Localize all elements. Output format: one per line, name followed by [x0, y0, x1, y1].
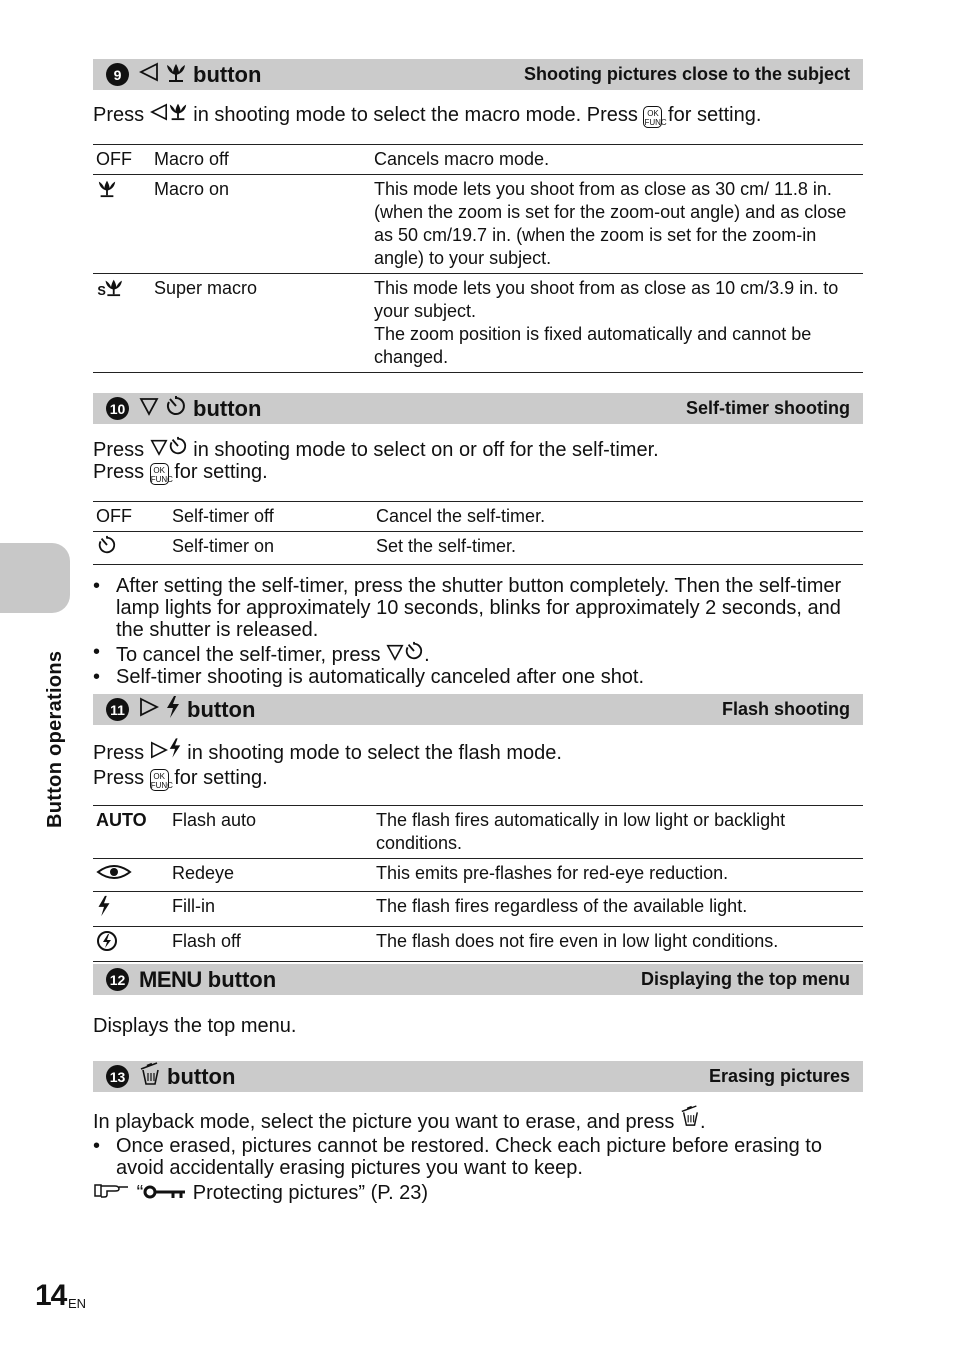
- protect-key-icon: [143, 1185, 187, 1199]
- mode-desc: The flash does not fire even in low light conditions.: [376, 931, 779, 951]
- right-arrow-icon: [139, 697, 159, 723]
- mode-name: Macro on: [154, 179, 230, 199]
- page-number: 14: [35, 1279, 67, 1312]
- section-intro: [93, 101, 863, 128]
- mode-desc: Cancels macro mode.: [374, 149, 550, 169]
- self-timer-icon: [404, 641, 424, 661]
- ok-func-icon: OK FUNC: [643, 106, 662, 128]
- macro-icon: [168, 101, 188, 121]
- section-intro: In playback mode, select the picture you want to erase, and press .: [93, 1104, 863, 1133]
- page-language: EN: [68, 1296, 87, 1311]
- table-row: [93, 145, 863, 175]
- mode-key: OFF: [96, 149, 132, 169]
- section-number: 10: [106, 397, 129, 420]
- mode-name: Super macro: [154, 278, 258, 298]
- list-item: • After setting the self-timer, press the shutter button completely. Then the self-timer lamp lights for approximately 10 seconds, blinks for approximately 2 seconds, and the shutter is released.: [93, 575, 863, 641]
- mode-desc: The flash fires regardless of the available light.: [376, 896, 748, 916]
- mode-key: AUTO: [96, 810, 147, 830]
- section-subtitle: Erasing pictures: [708, 1066, 850, 1086]
- section-intro: Press in shooting mode to select on or off for the self-timer. Press OK FUNC for setting.: [93, 436, 863, 485]
- flash-table: [93, 805, 863, 962]
- table-row: [93, 806, 863, 859]
- down-arrow-icon: [150, 438, 168, 456]
- table-row: [93, 859, 863, 892]
- section-subtitle: Displaying the top menu: [640, 969, 850, 989]
- intro-text: in shooting mode to select the macro mode. Press: [193, 104, 638, 126]
- down-arrow-icon: [139, 396, 159, 422]
- mode-desc: This mode lets you shoot from as close as 10 cm/3.9 in. to your subject. The zoom position is fixed automatically and cannot be changed.: [374, 278, 839, 367]
- mode-name: Fill-in: [172, 896, 215, 916]
- mode-desc: The flash fires automatically in low light or backlight conditions.: [376, 810, 786, 853]
- section-number: 9: [106, 63, 129, 86]
- section-header: [93, 964, 863, 995]
- section-subtitle: Flash shooting: [722, 699, 850, 719]
- section-number: 11: [106, 698, 129, 721]
- pointing-hand-icon: [93, 1181, 131, 1199]
- section-title: button: [207, 966, 277, 992]
- list-item: • To cancel the self-timer, press .: [93, 641, 863, 666]
- section-title: button: [193, 395, 262, 421]
- section-title: button: [193, 61, 262, 87]
- flash-off-icon: [93, 927, 169, 962]
- left-arrow-icon: [139, 62, 159, 88]
- intro-text: for setting.: [668, 104, 762, 126]
- table-row: [93, 274, 863, 373]
- menu-label: MENU: [139, 966, 202, 992]
- table-row: [93, 175, 863, 274]
- self-timer-icon: [93, 532, 169, 565]
- mode-name: Self-timer on: [172, 536, 275, 556]
- section-subtitle: Shooting pictures close to the subject: [523, 64, 850, 84]
- section-header: [93, 1061, 863, 1092]
- section-flash: [93, 694, 863, 962]
- table-row: [93, 502, 863, 532]
- section-header: [93, 393, 863, 424]
- trash-icon: [680, 1104, 700, 1128]
- self-timer-icon: [168, 436, 188, 456]
- ok-func-icon: OK FUNC: [150, 463, 169, 485]
- list-item: • Self-timer shooting is automatically canceled after one shot.: [93, 666, 863, 688]
- table-row: [93, 532, 863, 565]
- macro-icon: [165, 61, 187, 89]
- bullet-list: [93, 575, 863, 688]
- intro-text: Press: [93, 104, 145, 126]
- flash-icon: [168, 737, 182, 759]
- reference-link: “ Protecting pictures” (P. 23): [93, 1181, 863, 1204]
- svg-text:S: S: [97, 283, 106, 297]
- macro-icon: [93, 175, 151, 274]
- mode-desc: Cancel the self-timer.: [376, 506, 546, 526]
- mode-name: Flash auto: [172, 810, 257, 830]
- macro-table: [93, 144, 863, 373]
- section-macro: [93, 59, 863, 373]
- flash-icon: [93, 892, 169, 927]
- section-menu: [93, 964, 863, 1037]
- section-erase: [93, 1061, 863, 1204]
- mode-desc: Set the self-timer.: [376, 536, 517, 556]
- section-self-timer: [93, 393, 863, 688]
- section-number: 12: [106, 968, 129, 991]
- ok-func-icon: OK FUNC: [150, 769, 169, 791]
- table-row: [93, 892, 863, 927]
- self-timer-icon: [165, 395, 187, 423]
- mode-key: OFF: [96, 506, 132, 526]
- table-row: [93, 927, 863, 962]
- section-title: button: [167, 1063, 236, 1089]
- mode-desc: This emits pre-flashes for red-eye reduction.: [376, 863, 729, 883]
- list-item: • Once erased, pictures cannot be restored. Check each picture before erasing to avoid accidentally erasing pictures you want to keep.: [93, 1135, 863, 1179]
- mode-name: Flash off: [172, 931, 241, 951]
- section-number: 13: [106, 1065, 129, 1088]
- section-subtitle: Self-timer shooting: [685, 398, 850, 418]
- flash-icon: [165, 695, 181, 725]
- section-title: button: [187, 696, 256, 722]
- mode-desc: This mode lets you shoot from as close as 30 cm/ 11.8 in. (when the zoom is set for the zoom-out angle) and as close as 50 cm/19.7 in. (when the zoom is set for the zoom-in angle) to your subject.: [374, 179, 847, 268]
- left-arrow-icon: [150, 103, 168, 121]
- side-label: Button operations: [44, 650, 66, 828]
- redeye-icon: [93, 859, 169, 892]
- super-macro-icon: [93, 274, 151, 373]
- section-header: [93, 694, 863, 725]
- right-arrow-icon: [150, 741, 168, 759]
- self-timer-table: [93, 501, 863, 565]
- down-arrow-icon: [386, 643, 404, 661]
- section-header: [93, 59, 863, 90]
- section-intro: Press in shooting mode to select the flash mode. Press OK FUNC for setting.: [93, 737, 863, 791]
- mode-name: Redeye: [172, 863, 235, 883]
- section-body: Displays the top menu.: [93, 1015, 297, 1037]
- mode-name: Self-timer off: [172, 506, 274, 526]
- mode-name: Macro off: [154, 149, 229, 169]
- side-tab: [0, 543, 70, 613]
- bullet-list: [93, 1135, 863, 1179]
- trash-icon: [139, 1061, 161, 1093]
